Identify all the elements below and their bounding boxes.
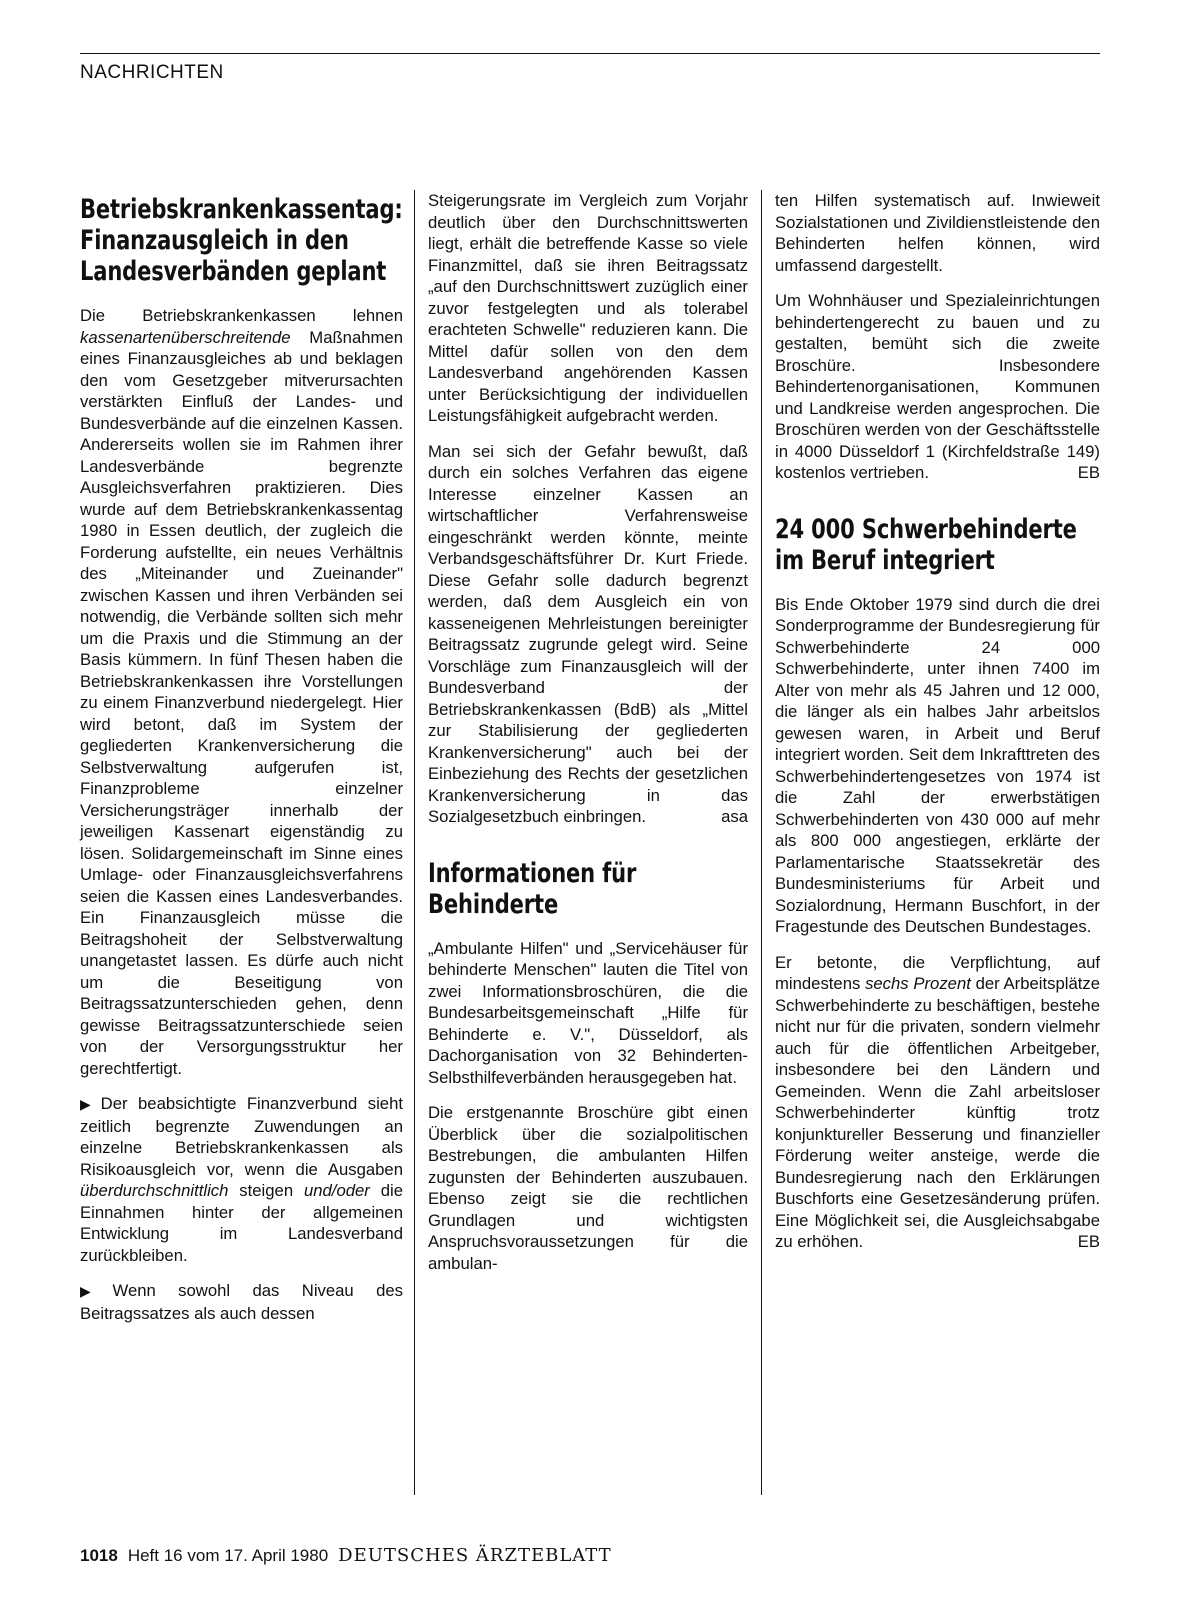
section-label: NACHRICHTEN	[80, 62, 224, 83]
column-3	[775, 190, 1100, 1267]
article-2-paragraph: Die erstgenannte Broschüre gibt einen Überblick über die sozialpolitischen Bestrebungen, die ambulanten Hilfen zugunsten der Behinderten auszubauen. Ebenso zeigt sie die rechtlichen Grundlagen und wichtigsten Anspruchsvoraussetzungen für die ambulan-	[428, 1103, 748, 1273]
triangle-bullet-icon: ▶	[80, 1096, 97, 1112]
article-3-headline: 24 000 Schwerbehinderte im Beruf integriert	[775, 513, 1077, 576]
page-footer	[80, 1545, 612, 1566]
article-3-signature: EB	[1077, 1232, 1100, 1251]
journal-name: DEUTSCHES ÄRZTEBLATT	[338, 1545, 612, 1566]
column-1	[80, 190, 403, 1339]
article-2-paragraph-continued: ten Hilfen systematisch auf. Inwieweit Sozialstationen und Zivildienstleistende den Behinderten helfen können, wird umfassend dargestellt.	[775, 191, 1100, 275]
article-1-headline: Betriebskrankenkassentag: Finanzausgleich in den Landesverbänden geplant	[80, 194, 403, 287]
article-1-paragraph-continued: Steigerungsrate im Vergleich zum Vorjahr deutlich über den Durchschnittswerten liegt, erhält die betreffende Kasse so viele Finanzmittel, daß sie ihren Beitragssatz „auf den Durchschnittswert zuzüglich einer zuvor festgelegten und als tolerabel erachteten Schwelle" reduzieren kann. Die Mittel dafür sollen von den dem Landesverband angehörenden Kassen unter Berücksichtigung der individuellen Leistungsfähigkeit aufgebracht werden.	[428, 191, 748, 425]
article-1-bullet-paragraph: ▶ Der beabsichtigte Finanzverbund sieht zeitlich begrenzte Zuwendungen an einzelne Betriebskrankenkassen als Risikoausgleich vor, wenn die Ausgaben überdurchschnittlich steigen und/oder die Einnahmen hinter der allgemeinen Entwicklung im Landesverband zurückbleiben.	[80, 1094, 403, 1265]
column-divider	[761, 190, 762, 1495]
column-2	[428, 190, 748, 1288]
article-2-signature: EB	[1077, 463, 1100, 482]
article-1-paragraph: Man sei sich der Gefahr bewußt, daß durch ein solches Verfahren das eigene Interesse einzelner Kassen an wirtschaftlicher Verfahrensweise eingeschränkt werden könnte, meinte Verbandsgeschäftsführer Dr. Kurt Friede. Diese Gefahr solle dadurch begrenzt werden, daß dem Ausgleich ein von kasseneigenen Mehrleistungen bereinigter Beitragssatz zugrunde gelegt wird. Seine Vorschläge zum Finanzausgleich will der Bundesverband der Betriebskrankenkassen (BdB) als „Mittel zur Stabilisierung der gegliederten Krankenversicherung" auch bei der Einbeziehung des Rechts der gesetzlichen Krankenversicherung in das Sozialgesetzbuch einbringen. asa	[428, 441, 748, 826]
article-2-paragraph: „Ambulante Hilfen" und „Servicehäuser für behinderte Menschen" lauten die Titel von zwei Informationsbroschüren, die die Bundesarbeitsgemeinschaft „Hilfe für Behinderte e. V.", Düsseldorf, als Dachorganisation von 32 Behinderten-Selbsthilfeverbänden herausgegeben hat.	[428, 938, 748, 1087]
column-divider	[414, 190, 415, 1495]
article-1-signature: asa	[721, 807, 748, 826]
article-2-paragraph: Um Wohnhäuser und Spezialeinrichtungen behindertengerecht zu bauen und zu gestalten, bemüht sich die zweite Broschüre. Insbesondere Behindertenorganisationen, Kommunen und Landkreise werden angesprochen. Die Broschüren werden von der Geschäftsstelle in 4000 Düsseldorf 1 (Kirchfeldstraße 149) kostenlos vertrieben. EB	[775, 291, 1100, 482]
triangle-bullet-icon: ▶	[80, 1283, 109, 1299]
article-3-paragraph: Er betonte, die Verpflichtung, auf mindestens sechs Prozent der Arbeitsplätze Schwerbehinderte zu beschäftigen, bestehe nicht nur für die privaten, sondern vielmehr auch für die öffentlichen Arbeitgeber, insbesondere bei den Ländern und Gemeinden. Wenn die Zahl arbeitsloser Schwerbehinderter künftig trotz konjunktureller Besserung und finanzieller Förderung weiter ansteige, werde die Bundesregierung nach den Erklärungen Buschforts eine Gesetzesänderung prüfen. Eine Möglichkeit sei, die Ausgleichsabgabe zu erhöhen. EB	[775, 952, 1100, 1251]
article-1-paragraph: Die Betriebskrankenkassen lehnen kassenartenüberschreitende Maßnahmen eines Finanzausgleiches ab und beklagen den vom Gesetzgeber mitverursachten verstärkten Einfluß der Landes- und Bundesverbände auf die einzelnen Kassen. Andererseits wollen sie im Rahmen ihrer Landesverbände begrenzte Ausgleichsverfahren praktizieren. Dies wurde auf dem Betriebskrankenkassentag 1980 in Essen deutlich, der zugleich die Forderung aufstellte, ein neues Verhältnis des „Miteinander und Zueinander" zwischen Kassen und ihren Verbänden sei notwendig, die Verbände sollten sich mehr um die Praxis und die Stimmung an der Basis kümmern. In fünf Thesen haben die Betriebskrankenkassen ihre Vorstellungen zu einem Finanzverbund niedergelegt. Hier wird betont, daß im System der gegliederten Krankenversicherung die Selbstverwaltung aufgerufen ist, Finanzprobleme einzelner Versicherungsträger innerhalb der jeweiligen Kassenart eigenständig zu lösen. Solidargemeinschaft im Sinne eines Umlage- oder Finanzausgleichsverfahrens seien die Kassen eines Landesverbandes. Ein Finanzausgleich müsse die Beitragshoheit der Selbstverwaltung unangetastet lassen. Es dürfe auch nicht um die Beseitigung von Beitragssatzunterschieden gehen, denn gewisse Beitragssatzunterschiede seien von der Versorgungsstruktur her gerechtfertigt.	[80, 306, 403, 1078]
page-number: 1018	[80, 1546, 118, 1565]
top-rule	[80, 53, 1100, 54]
article-2-headline: Informationen für Behinderte	[428, 857, 637, 920]
issue-info: Heft 16 vom 17. April 1980	[127, 1546, 329, 1565]
article-1-bullet-paragraph-continued: ▶ Wenn sowohl das Niveau des Beitragssatzes als auch dessen	[80, 1281, 403, 1323]
article-3-paragraph: Bis Ende Oktober 1979 sind durch die drei Sonderprogramme der Bundesregierung für Schwerbehinderte 24 000 Schwerbehinderte, unter ihnen 7400 im Alter von mehr als 45 Jahren und 12 000, die länger als ein halbes Jahr arbeitslos gewesen waren, in Arbeit und Beruf integriert worden. Seit dem Inkrafttreten des Schwerbehindertengesetzes von 1974 ist die Zahl der erwerbstätigen Schwerbehinderten von 430 000 auf mehr als 800 000 angestiegen, erklärte der Parlamentarische Staatssekretär des Bundesministeriums für Arbeit und Sozialordnung, Hermann Buschfort, in der Fragestunde des Deutschen Bundestages.	[775, 594, 1100, 936]
